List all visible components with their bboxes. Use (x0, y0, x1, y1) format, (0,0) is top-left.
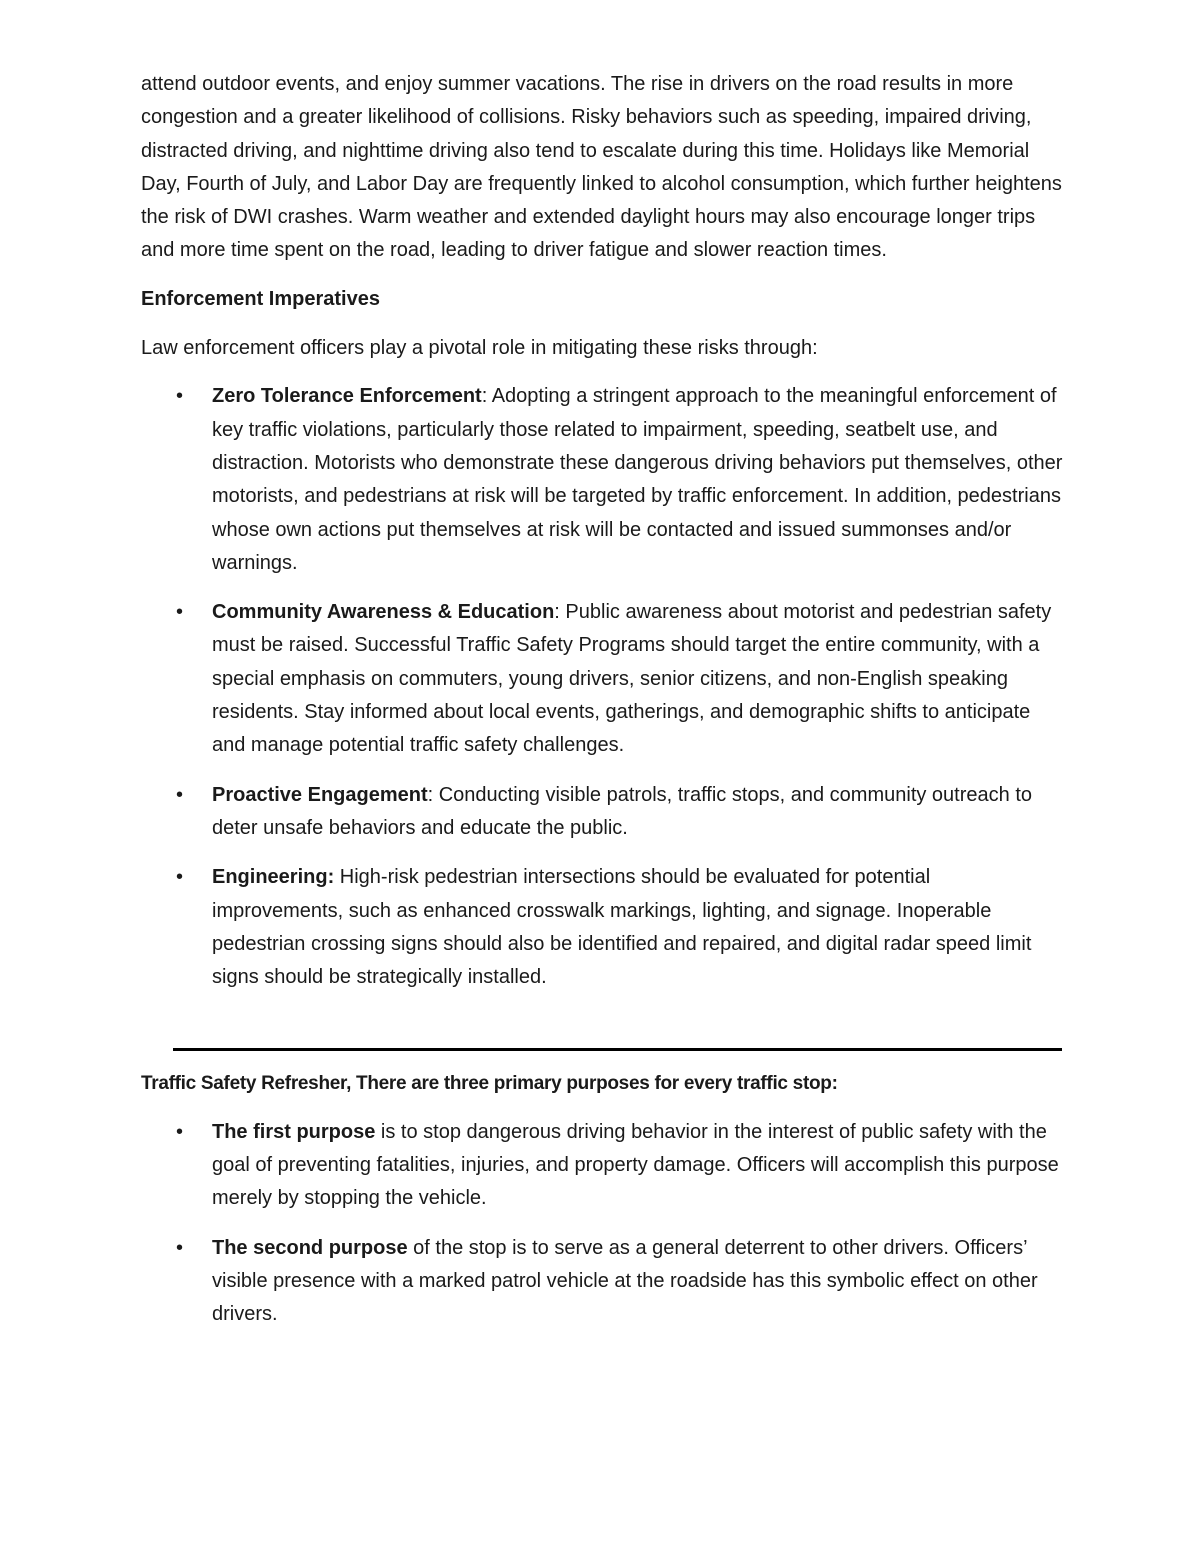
list-item-term: The second purpose (212, 1236, 408, 1259)
refresher-heading: Traffic Safety Refresher, There are three primary purposes for every traffic stop: (141, 1073, 838, 1095)
list-item-term: The first purpose (212, 1120, 376, 1143)
list-item-text: of the stop is to serve as a general deterrent to other drivers. Officers’ visible presence with a marked patrol vehicle at the roadside has this symbolic effect on other drivers. (212, 1236, 1038, 1326)
intro-paragraph: attend outdoor events, and enjoy summer vacations. The rise in drivers on the road results in more congestion and a greater likelihood of collisions. Risky behaviors such as speeding, impaired driving, distracted driving, and nighttime driving also tend to escalate during this time. Holidays like Memorial Day, Fourth of July, and Labor Day are frequently linked to alcohol consumption, which further heightens the risk of DWI crashes. Warm weather and extended daylight hours may also encourage longer trips and more time spent on the road, leading to driver fatigue and slower reaction times. (141, 73, 1062, 262)
bullet-icon: • (176, 1120, 184, 1143)
document-page (141, 68, 1066, 1332)
bullet-icon: • (176, 601, 184, 624)
enforcement-heading: Enforcement Imperatives (141, 287, 380, 310)
list-item (141, 380, 1066, 580)
list-item-term: Engineering: (212, 866, 335, 889)
list-item-term: Proactive Engagement (212, 783, 428, 806)
list-item-term: Community Awareness & Education (212, 601, 555, 624)
list-item (141, 861, 1066, 994)
list-item (141, 1232, 1066, 1332)
list-item-text: is to stop dangerous driving behavior in the interest of public safety with the goal of preventing fatalities, injuries, and property damage. Officers will accomplish this purpose merely by stopping the vehicle. (212, 1120, 1059, 1210)
list-item-text: High-risk pedestrian intersections should be evaluated for potential improvements, such as enhanced crosswalk markings, lighting, and signage. Inoperable pedestrian crossing signs should also be identified and repaired, and digital radar speed limit signs should be strategically installed. (212, 866, 1032, 989)
refresher-list (141, 1116, 1066, 1332)
enforcement-intro: Law enforcement officers play a pivotal role in mitigating these risks through: (141, 337, 818, 360)
bullet-icon: • (176, 1236, 184, 1259)
bullet-icon: • (176, 783, 184, 806)
list-item (141, 1116, 1066, 1216)
list-item-text: : Conducting visible patrols, traffic stops, and community outreach to deter unsafe behaviors and educate the public. (212, 783, 1032, 839)
list-item (141, 779, 1066, 846)
list-item (141, 596, 1066, 762)
section-divider (173, 1048, 1062, 1051)
list-item-term: Zero Tolerance Enforcement (212, 385, 482, 408)
bullet-icon: • (176, 385, 184, 408)
bullet-icon: • (176, 866, 184, 889)
enforcement-list (141, 380, 1066, 994)
list-item-text: : Public awareness about motorist and pedestrian safety must be raised. Successful Traffic Safety Programs should target the entire community, with a special emphasis on commuters, young drivers, senior citizens, and non-English speaking residents. Stay informed about local events, gatherings, and demographic shifts to anticipate and manage potential traffic safety challenges. (212, 601, 1052, 757)
list-item-text: : Adopting a stringent approach to the meaningful enforcement of key traffic violations, particularly those related to impairment, speeding, seatbelt use, and distraction. Motorists who demonstrate these dangerous driving behaviors put themselves, other motorists, and pedestrians at risk will be targeted by traffic enforcement. In addition, pedestrians whose own actions put themselves at risk will be contacted and issued summonses and/or warnings. (212, 385, 1063, 574)
